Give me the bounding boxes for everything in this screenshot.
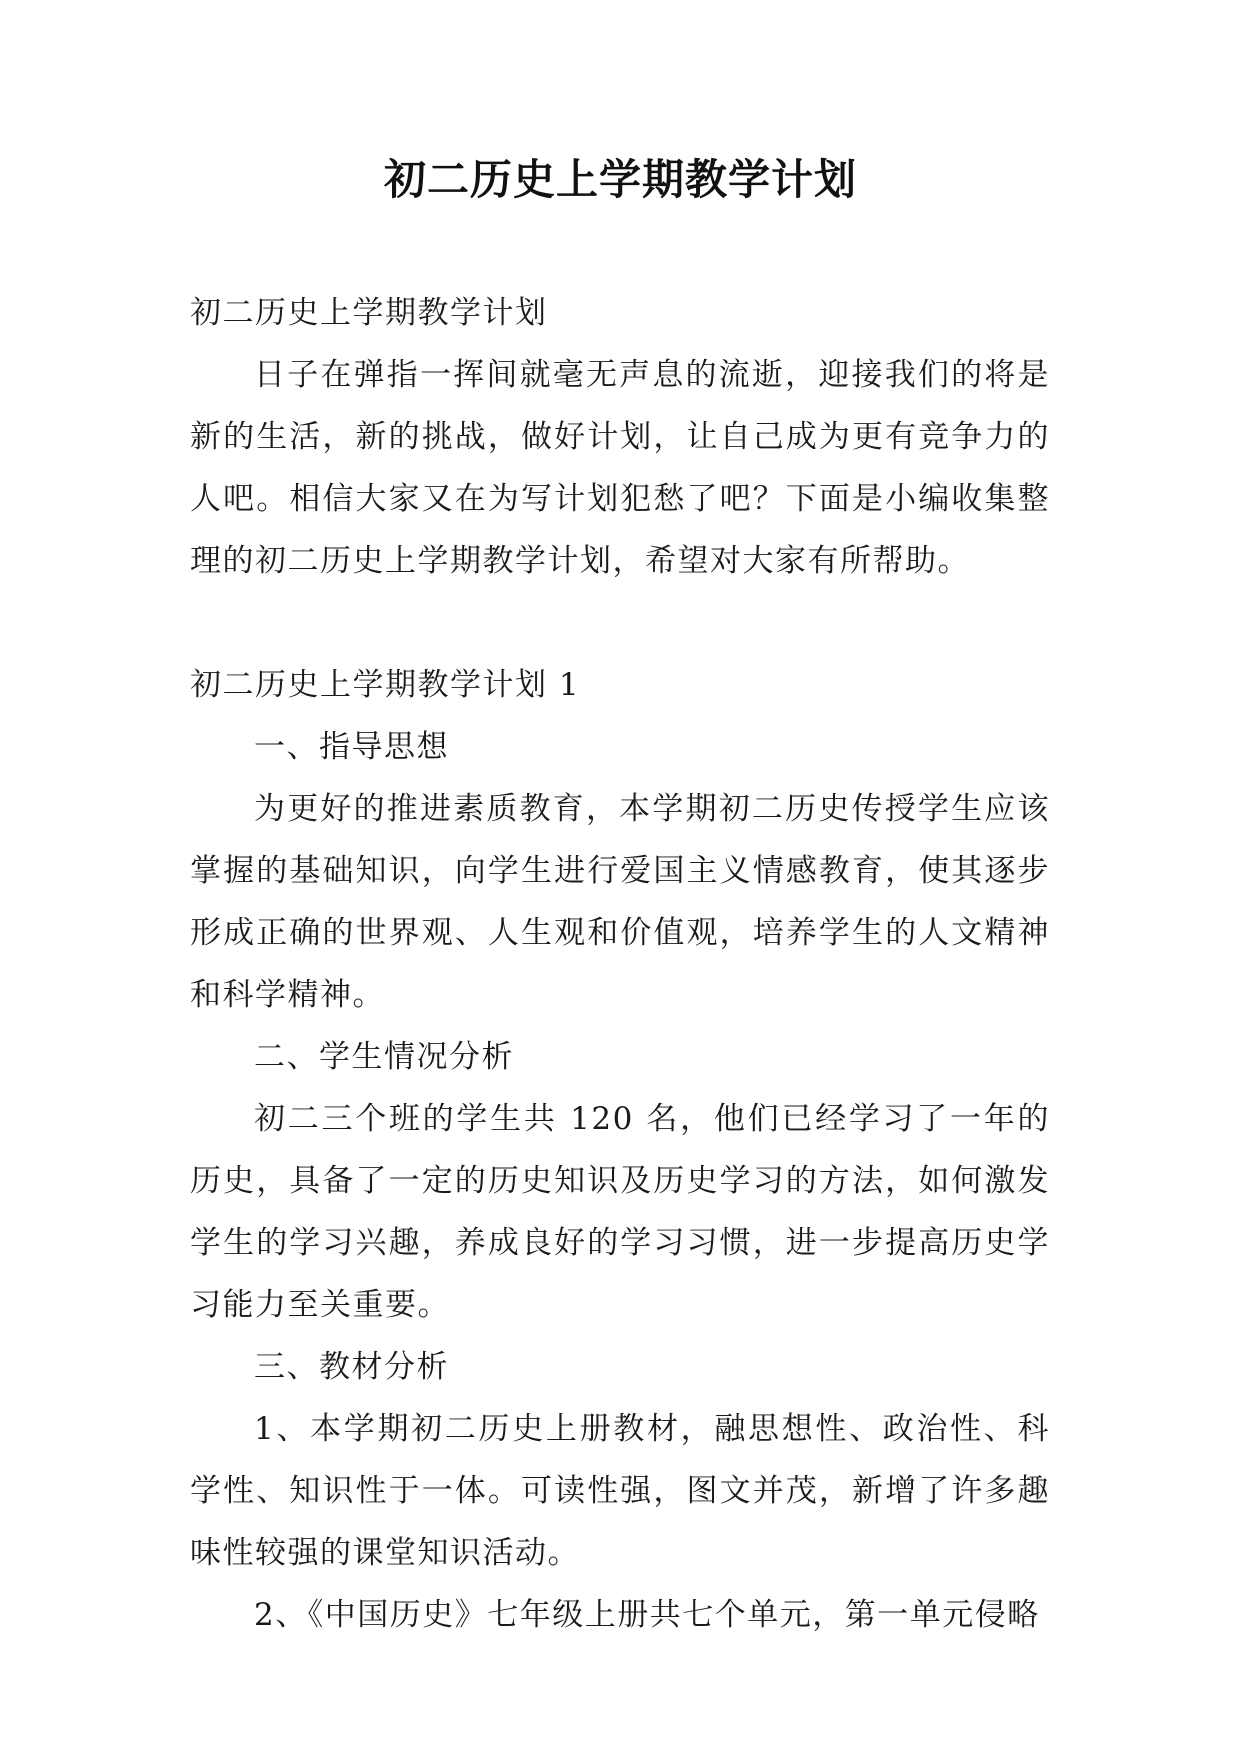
document-title: 初二历史上学期教学计划 [383, 155, 857, 204]
heading-student-analysis: 二、学生情况分析 [254, 1039, 514, 1075]
document-subtitle: 初二历史上学期教学计划 [190, 295, 548, 331]
student-analysis-paragraph: 初二三个班的学生共 120 名，他们已经学习了一年的历史，具备了一定的历史知识及历史学习的方法，如何激发学生的学习兴趣，养成良好的学习习惯，进一步提高历史学习能力至关重要。 [190, 1101, 1050, 1323]
section-title: 初二历史上学期教学计划 1 [190, 667, 581, 703]
textbook-analysis-paragraph-2: 2、《中国历史》七年级上册共七个单元，第一单元侵略 [254, 1597, 1040, 1633]
guiding-ideology-paragraph: 为更好的推进素质教育，本学期初二历史传授学生应该掌握的基础知识，向学生进行爱国主义情感教育，使其逐步形成正确的世界观、人生观和价值观，培养学生的人文精神和科学精神。 [190, 791, 1050, 1013]
document-body [190, 282, 1050, 1646]
intro-paragraph: 日子在弹指一挥间就毫无声息的流逝，迎接我们的将是新的生活，新的挑战，做好计划，让自己成为更有竞争力的人吧。相信大家又在为写计划犯愁了吧？下面是小编收集整理的初二历史上学期教学计划，希望对大家有所帮助。 [190, 357, 1050, 579]
heading-guiding-ideology: 一、指导思想 [254, 729, 449, 765]
textbook-analysis-paragraph-1: 1、本学期初二历史上册教材，融思想性、政治性、科学性、知识性于一体。可读性强，图文并茂，新增了许多趣味性较强的课堂知识活动。 [190, 1411, 1050, 1571]
paragraph-spacer [190, 592, 1050, 654]
heading-textbook-analysis: 三、教材分析 [254, 1349, 449, 1385]
